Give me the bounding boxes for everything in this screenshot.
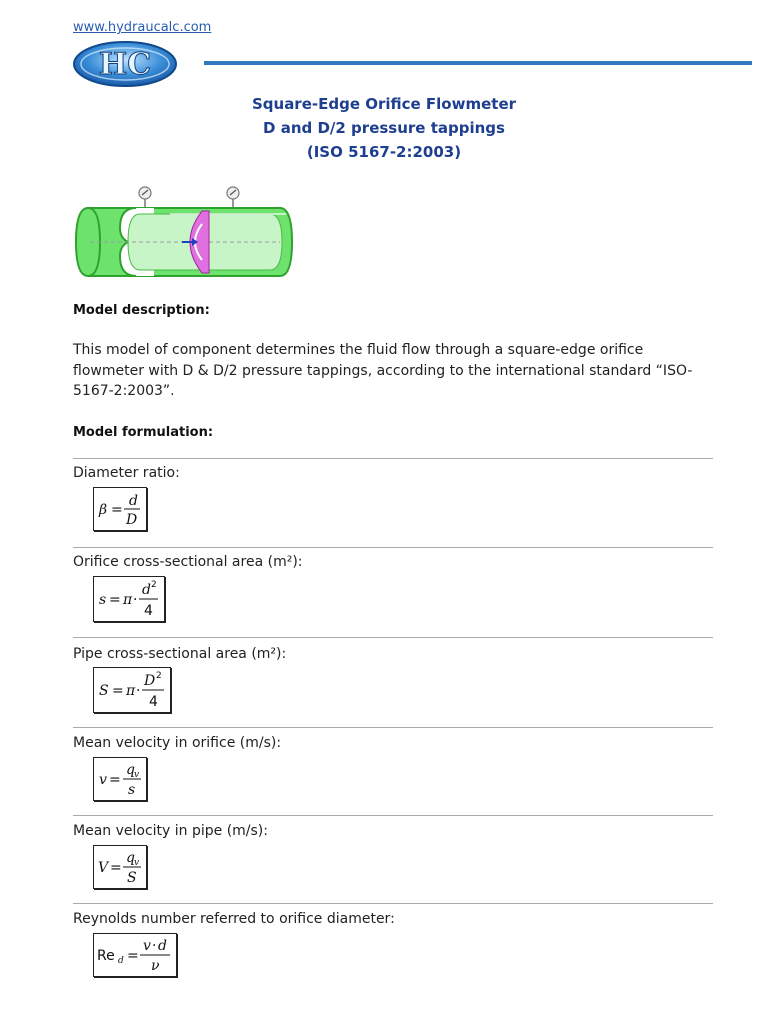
page-title: Square-Edge Orifice Flowmeter [251,95,517,113]
divider [73,815,713,816]
svg-text:D: D [126,512,138,528]
orifice-velocity-formula [94,758,146,800]
page-subtitle: D and D/2 pressure tappings [263,119,505,137]
svg-text:π: π [126,683,136,699]
svg-text:=: = [112,683,124,699]
logo-text: HC [98,47,152,82]
formula-label: Orifice cross-sectional area (m²): [73,554,303,570]
formula-label: Pipe cross-sectional area (m²): [73,646,287,662]
pressure-gauge-icon [139,187,151,209]
model-description-heading: Model description: [73,303,210,318]
svg-text:S: S [99,683,109,699]
svg-text:=: = [127,948,139,964]
orifice-flowmeter-diagram [70,184,296,282]
header-rule [204,61,752,65]
svg-text:d: d [118,956,124,966]
svg-text:v: v [134,858,140,868]
orifice-area-formula [94,577,164,621]
svg-text:·: · [136,683,141,699]
pipe-area-formula [94,668,170,712]
hydraucalc-logo[interactable] [73,40,177,88]
formula-label: Mean velocity in pipe (m/s): [73,823,268,839]
svg-text:·: · [133,592,138,608]
svg-text:v: v [134,770,140,780]
svg-text:=: = [109,772,121,788]
formula-label: Mean velocity in orifice (m/s): [73,735,282,751]
svg-text:v: v [99,772,107,788]
formula-label: Diameter ratio: [73,465,180,481]
reynolds-number-formula [94,934,176,976]
svg-text:s: s [128,782,136,798]
svg-text:=: = [111,502,123,518]
formula-label: Reynolds number referred to orifice diameter: [73,911,395,927]
svg-text:2: 2 [151,580,157,590]
svg-text:S: S [127,870,137,886]
diameter-ratio-formula [94,488,146,530]
svg-text:ν: ν [151,958,160,974]
page-standard: (ISO 5167-2:2003) [306,143,462,161]
svg-text:s: s [99,592,107,608]
model-formulation-heading: Model formulation: [73,425,214,440]
svg-text:4: 4 [149,694,158,710]
pressure-gauge-icon [227,187,239,209]
svg-text:4: 4 [144,603,153,619]
site-link[interactable]: www.hydraucalc.com [73,20,212,35]
formula-box [93,933,177,977]
svg-text:Re: Re [97,948,115,964]
divider [73,727,713,728]
svg-text:q: q [126,762,135,778]
formula-box [93,487,147,531]
svg-text:q: q [126,850,135,866]
formula-box [93,667,171,713]
svg-text:=: = [110,860,122,876]
model-description-text: This model of component determines the fluid flow through a square-edge orifice flowmeter with D & D/2 pressure tappings, according to the international standard “ISO-5167-2:2003”. [73,342,693,399]
svg-text:D: D [144,673,156,689]
svg-text:v: v [143,938,151,954]
svg-text:d: d [158,938,167,954]
divider [73,547,713,548]
formula-box [93,845,147,889]
divider [73,637,713,638]
svg-text:π: π [123,592,133,608]
svg-text:d: d [129,493,138,509]
divider [73,458,713,459]
svg-text:β: β [99,502,108,518]
pipe-velocity-formula [94,846,146,888]
svg-text:d: d [142,582,151,598]
svg-text:=: = [109,592,121,608]
divider [73,903,713,904]
svg-text:2: 2 [156,671,162,681]
formula-box [93,757,147,801]
svg-text:·: · [152,938,157,954]
svg-text:V: V [98,860,109,876]
formula-box [93,576,165,622]
